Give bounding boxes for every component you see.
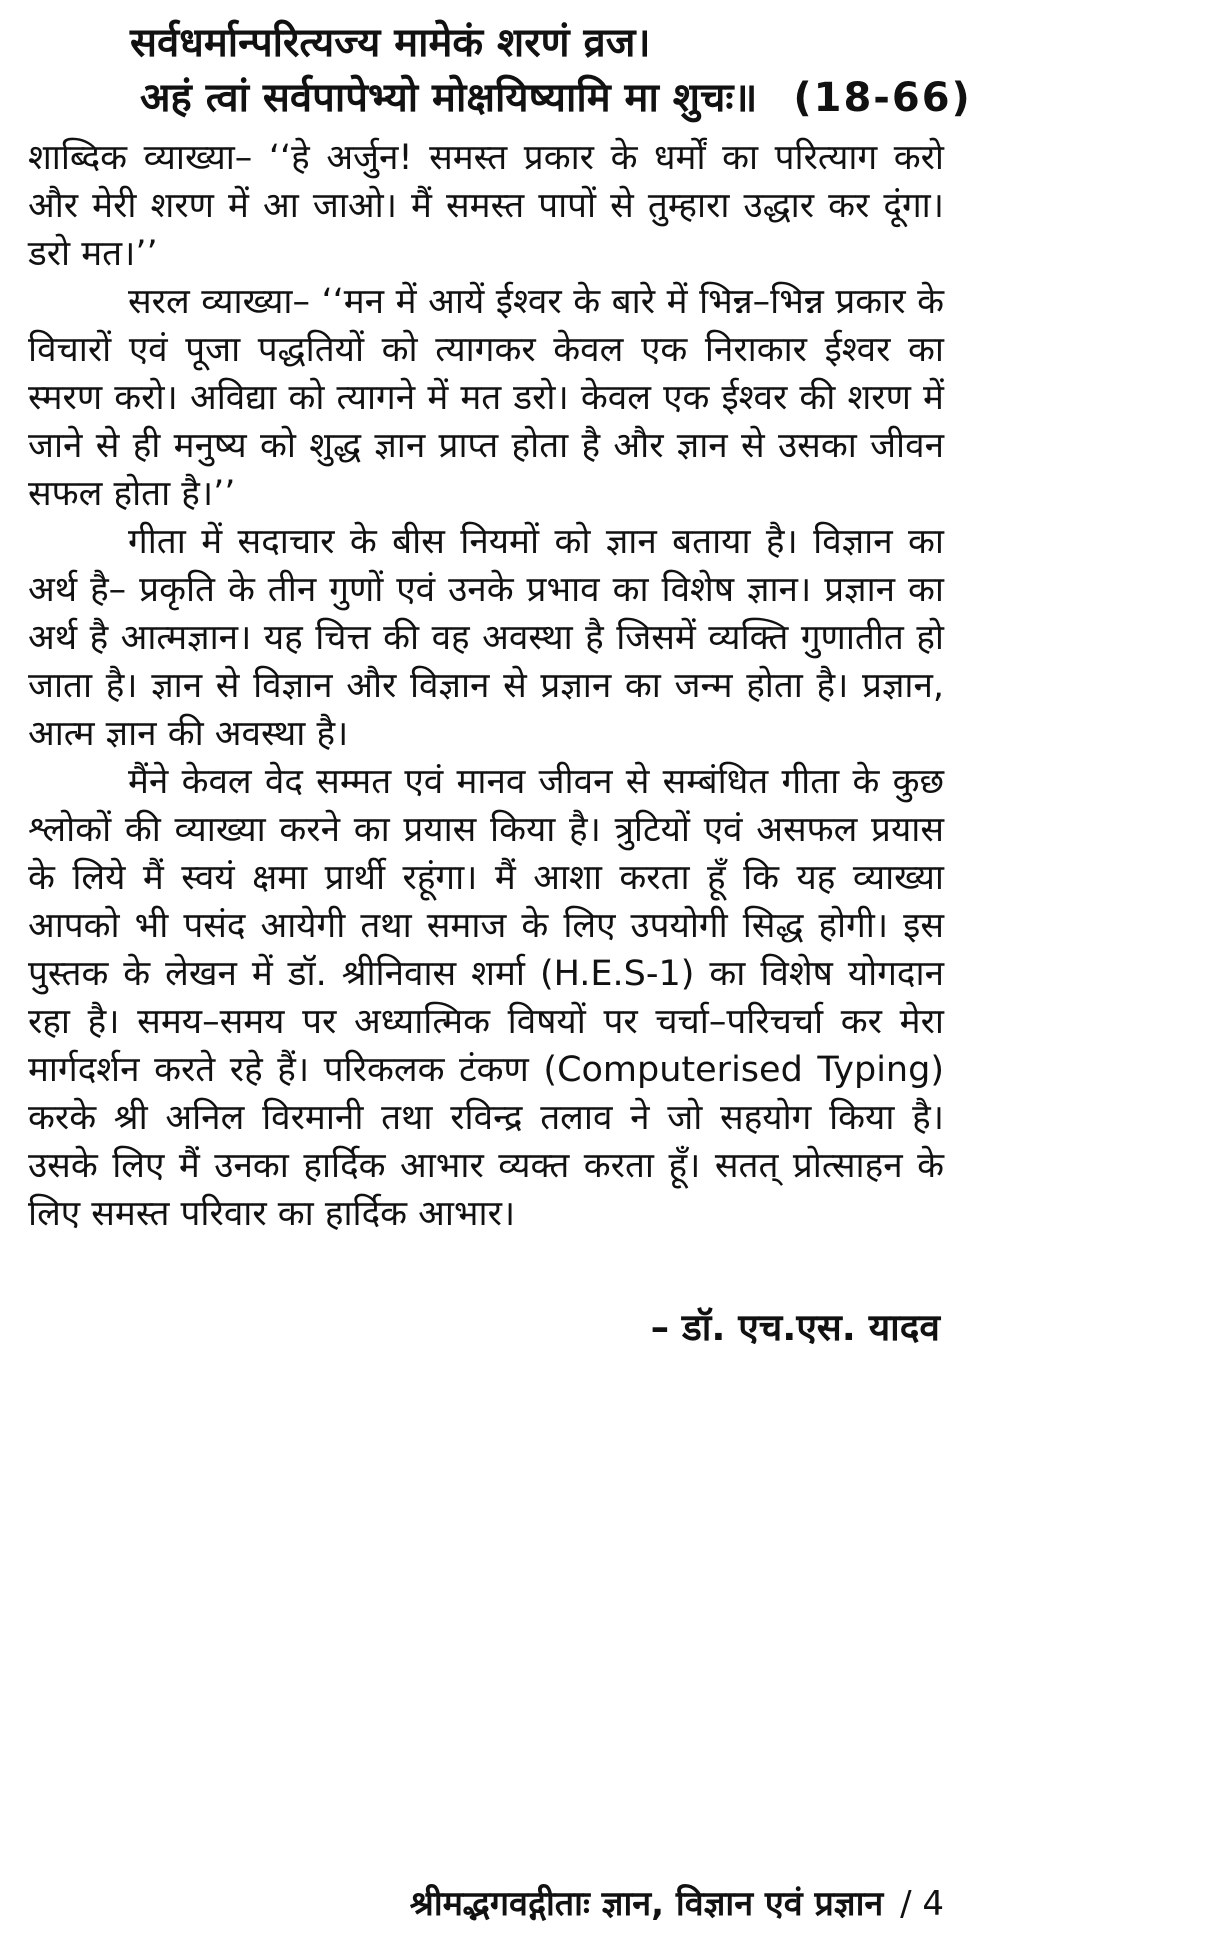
paragraph-shabdik-vyakhya: शाब्दिक व्याख्या– ‘‘हे अर्जुन! समस्त प्रकार के धर्मों का परित्याग करो और मेरी शरण में आ जाओ। मैं समस्त पापों से तुम्हारा उद्धार कर दूंगा। डरो मत।’’ xyxy=(28,138,944,274)
book-title: श्रीमद्भगवद्गीताः ज्ञान, विज्ञान एवं प्रज्ञान xyxy=(409,1884,884,1924)
page-content xyxy=(28,16,972,1351)
author-signature: – डॉ. एच.एस. यादव xyxy=(650,1306,940,1349)
shloka-line-2-text: अहं त्वां सर्वपापेभ्यो मोक्षयिष्यामि मा शुचः॥ xyxy=(140,75,758,121)
shloka-verse xyxy=(28,16,972,126)
shloka-line-2 xyxy=(28,71,972,126)
page-number: / 4 xyxy=(900,1884,944,1924)
paragraph-saral-vyakhya: सरल व्याख्या– ‘‘मन में आयें ईश्वर के बारे में भिन्न–भिन्न प्रकार के विचारों एवं पूजा पद्धतियों को त्यागकर केवल एक निराकार ईश्वर का स्मरण करो। अविद्या को त्यागने में मत डरो। केवल एक ईश्वर की शरण में जाने से ही मनुष्य को शुद्ध ज्ञान प्राप्त होता है और ज्ञान से उसका जीवन सफल होता है।’’ xyxy=(28,282,944,514)
paragraph-gyan-vigyan-pragyan: गीता में सदाचार के बीस नियमों को ज्ञान बताया है। विज्ञान का अर्थ है– प्रकृति के तीन गुणों एवं उनके प्रभाव का विशेष ज्ञान। प्रज्ञान का अर्थ है आत्मज्ञान। यह चित्त की वह अवस्था है जिसमें व्यक्ति गुणातीत हो जाता है। ज्ञान से विज्ञान और विज्ञान से प्रज्ञान का जन्म होता है। प्रज्ञान, आत्म ज्ञान की अवस्था है। xyxy=(28,522,944,754)
page-footer xyxy=(28,1882,944,1926)
shloka-line-1: सर्वधर्मान्परित्यज्य मामेकं शरणं व्रज। xyxy=(130,20,651,66)
verse-reference: (18-66) xyxy=(793,75,972,121)
paragraph-acknowledgements: मैंने केवल वेद सम्मत एवं मानव जीवन से सम्बंधित गीता के कुछ श्लोकों की व्याख्या करने का प्रयास किया है। त्रुटियों एवं असफल प्रयास के लिये मैं स्वयं क्षमा प्रार्थी रहूंगा। मैं आशा करता हूँ कि यह व्याख्या आपको भी पसंद आयेगी तथा समाज के लिए उपयोगी सिद्ध होगी। इस पुस्तक के लेखन में डॉ. श्रीनिवास शर्मा (H.E.S-1) का विशेष योगदान रहा है। समय–समय पर अध्यात्मिक विषयों पर चर्चा–परिचर्चा कर मेरा मार्गदर्शन करते रहे हैं। परिकलक टंकण (Computerised Typing) करके श्री अनिल विरमानी तथा रविन्द्र तलाव ने जो सहयोग किया है। उसके लिए मैं उनका हार्दिक आभार व्यक्त करता हूँ। सतत् प्रोत्साहन के लिए समस्त परिवार का हार्दिक आभार। xyxy=(28,762,944,1234)
